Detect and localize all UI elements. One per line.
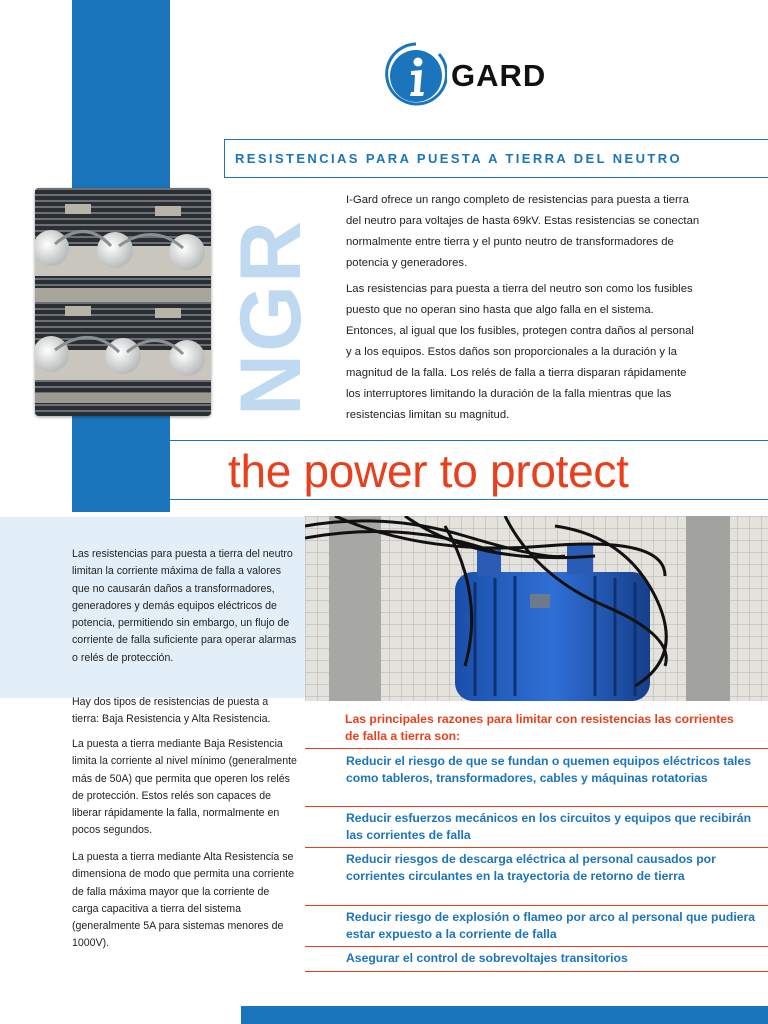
transformer-photo — [305, 516, 768, 701]
reason-divider — [305, 847, 768, 848]
limit-paragraph: Las resistencias para puesta a tierra del neutro limitan la corriente máxima de falla a valores que no causarán daños a transformadores, generadores y demás equipos eléctricos de potencia, permitiendo sin embargo, un flujo de corriente de falla suficiente para operar alarmas o relés de protección. — [72, 548, 297, 664]
igard-logo-mark — [385, 40, 447, 112]
ngr-vertical-label: NGR — [223, 218, 319, 416]
intro-paragraph-1: I-Gard ofrece un rango completo de resistencias para puesta a tierra del neutro para voltajes de hasta 69kV. Estas resistencias se conectan normalmente entre tierra y el punto neutro de transformadores de potencia y generadores. — [346, 194, 700, 269]
reason-divider — [305, 748, 768, 749]
reason-divider — [305, 971, 768, 972]
resistor-bank-photo — [35, 188, 211, 416]
reason-item-4: Reducir riesgo de explosión o flameo por arco al personal que pudiera estar expuesto a la corriente de falla — [346, 910, 756, 941]
reason-divider — [305, 946, 768, 947]
slogan-box — [148, 440, 768, 500]
logo-text: GARD — [451, 58, 547, 93]
igard-logo — [385, 40, 555, 112]
reason-divider — [305, 905, 768, 906]
reason-item-3: Reducir riesgos de descarga eléctrica al personal causados por corrientes circulantes en la trayectoria de retorno de tierra — [346, 852, 716, 883]
reason-item-2: Reducir esfuerzos mecánicos en los circuitos y equipos que recibirán las corrientes de falla — [346, 811, 752, 842]
bottom-blue-bar — [241, 1006, 768, 1024]
reason-divider — [305, 806, 768, 807]
slogan: the power to protect — [228, 445, 629, 497]
reason-item-5: Asegurar el control de sobrevoltajes transitorios — [346, 951, 628, 965]
reasons-title: Las principales razones para limitar con resistencias las corrientes de falla a tierra son: — [345, 712, 734, 743]
heading-box — [224, 139, 768, 178]
high-resistance-paragraph: La puesta a tierra mediante Alta Resistencia se dimensiona de modo que permita una corriente de falla máxima mayor que la corriente de carga capacitiva a tierra del sistema (generalmente 5A para sistemas menores de 1000V). — [72, 851, 295, 950]
reason-item-1: Reducir el riesgo de que se fundan o quemen equipos eléctricos tales como tableros, transformadores, cables y máquinas rotatorias — [346, 754, 752, 785]
types-paragraph: Hay dos tipos de resistencias de puesta a tierra: Baja Resistencia y Alta Resistencia. — [72, 696, 271, 726]
intro-paragraph-2: Las resistencias para puesta a tierra del neutro son como los fusibles puesto que no operan sino hasta que algo falla en el sistema. Entonces, al igual que los fusibles, protegen contra daños al personal y a los equipos. Estos daños son proporcionales a la duración y la magnitud de la falla. Los relés de falla a tierra disparan rápidamente los interruptores limitando la duración de la falla mientras que las resistencias limitan su magnitud. — [346, 283, 694, 421]
page-heading: RESISTENCIAS PARA PUESTA A TIERRA DEL NEUTRO — [235, 151, 682, 166]
low-resistance-paragraph: La puesta a tierra mediante Baja Resistencia limita la corriente al nivel mínimo (generalmente más de 50A) que permita que operen los relés de protección. Estos relés son capaces de liberar rápidamente la falla, normalmente en pocos segundos. — [72, 738, 297, 837]
